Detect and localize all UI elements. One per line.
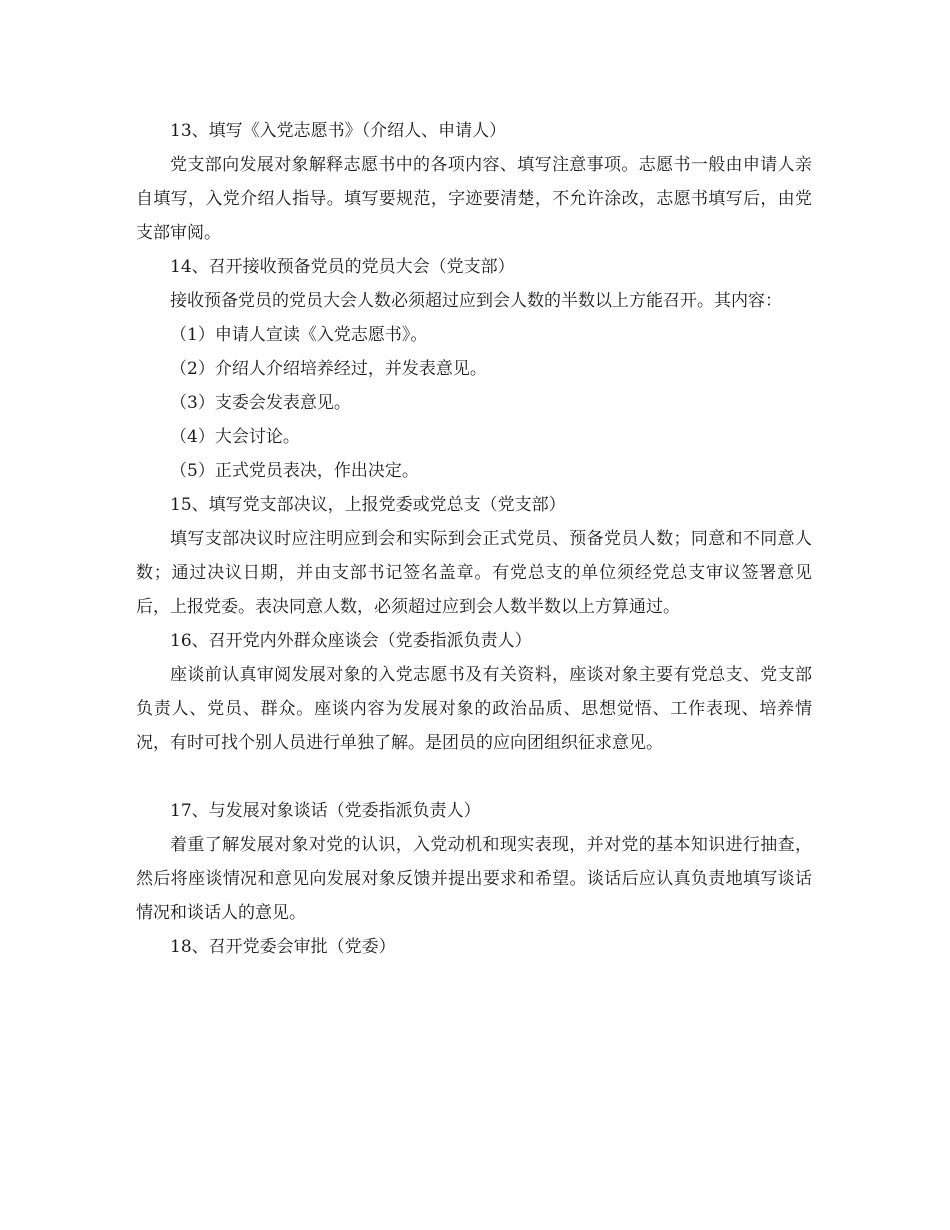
section-15-body: 填写支部决议时应注明应到会和实际到会正式党员、预备党员人数；同意和不同意人数；通过决议日期，并由支部书记签名盖章。有党总支的单位须经党总支审议签署意见后，上报党委。表决同意人数，必须超过应到会人数半数以上方算通过。 <box>136 529 812 617</box>
section-14-heading: 14、召开接收预备党员的党员大会（党支部） <box>170 257 515 277</box>
section-14-item: （2）介绍人介绍培养经过，并发表意见。 <box>170 359 487 379</box>
section-14-item: （4）大会讨论。 <box>170 427 300 447</box>
section-14-item: （3）支委会发表意见。 <box>170 393 351 413</box>
section-16-body: 座谈前认真审阅发展对象的入党志愿书及有关资料，座谈对象主要有党总支、党支部负责人、党员、群众。座谈内容为发展对象的政治品质、思想觉悟、工作表现、培养情况，有时可找个别人员进行单独了解。是团员的应向团组织征求意见。 <box>136 665 812 753</box>
paragraph-spacer <box>136 760 812 794</box>
section-17-heading: 17、与发展对象谈话（党委指派负责人） <box>170 801 481 821</box>
section-18-heading: 18、召开党委会审批（党委） <box>170 937 396 957</box>
section-13-heading: 13、填写《入党志愿书》（介绍人、申请人） <box>170 121 507 141</box>
section-14-body: 接收预备党员的党员大会人数必须超过应到会人数的半数以上方能召开。其内容： <box>170 291 782 311</box>
section-16-heading: 16、召开党内外群众座谈会（党委指派负责人） <box>170 631 532 651</box>
section-13-body: 党支部向发展对象解释志愿书中的各项内容、填写注意事项。志愿书一般由申请人亲自填写，入党介绍人指导。填写要规范，字迹要清楚，不允许涂改，志愿书填写后，由党支部审阅。 <box>136 155 812 243</box>
section-15-heading: 15、填写党支部决议，上报党委或党总支（党支部） <box>170 495 566 515</box>
document-body <box>136 114 812 964</box>
section-14-item: （5）正式党员表决，作出决定。 <box>170 461 419 481</box>
section-14-item: （1）申请人宣读《入党志愿书》。 <box>170 325 428 345</box>
section-17-body: 着重了解发展对象对党的认识，入党动机和现实表现，并对党的基本知识进行抽查，然后将座谈情况和意见向发展对象反馈并提出要求和希望。谈话后应认真负责地填写谈话情况和谈话人的意见。 <box>136 835 812 923</box>
